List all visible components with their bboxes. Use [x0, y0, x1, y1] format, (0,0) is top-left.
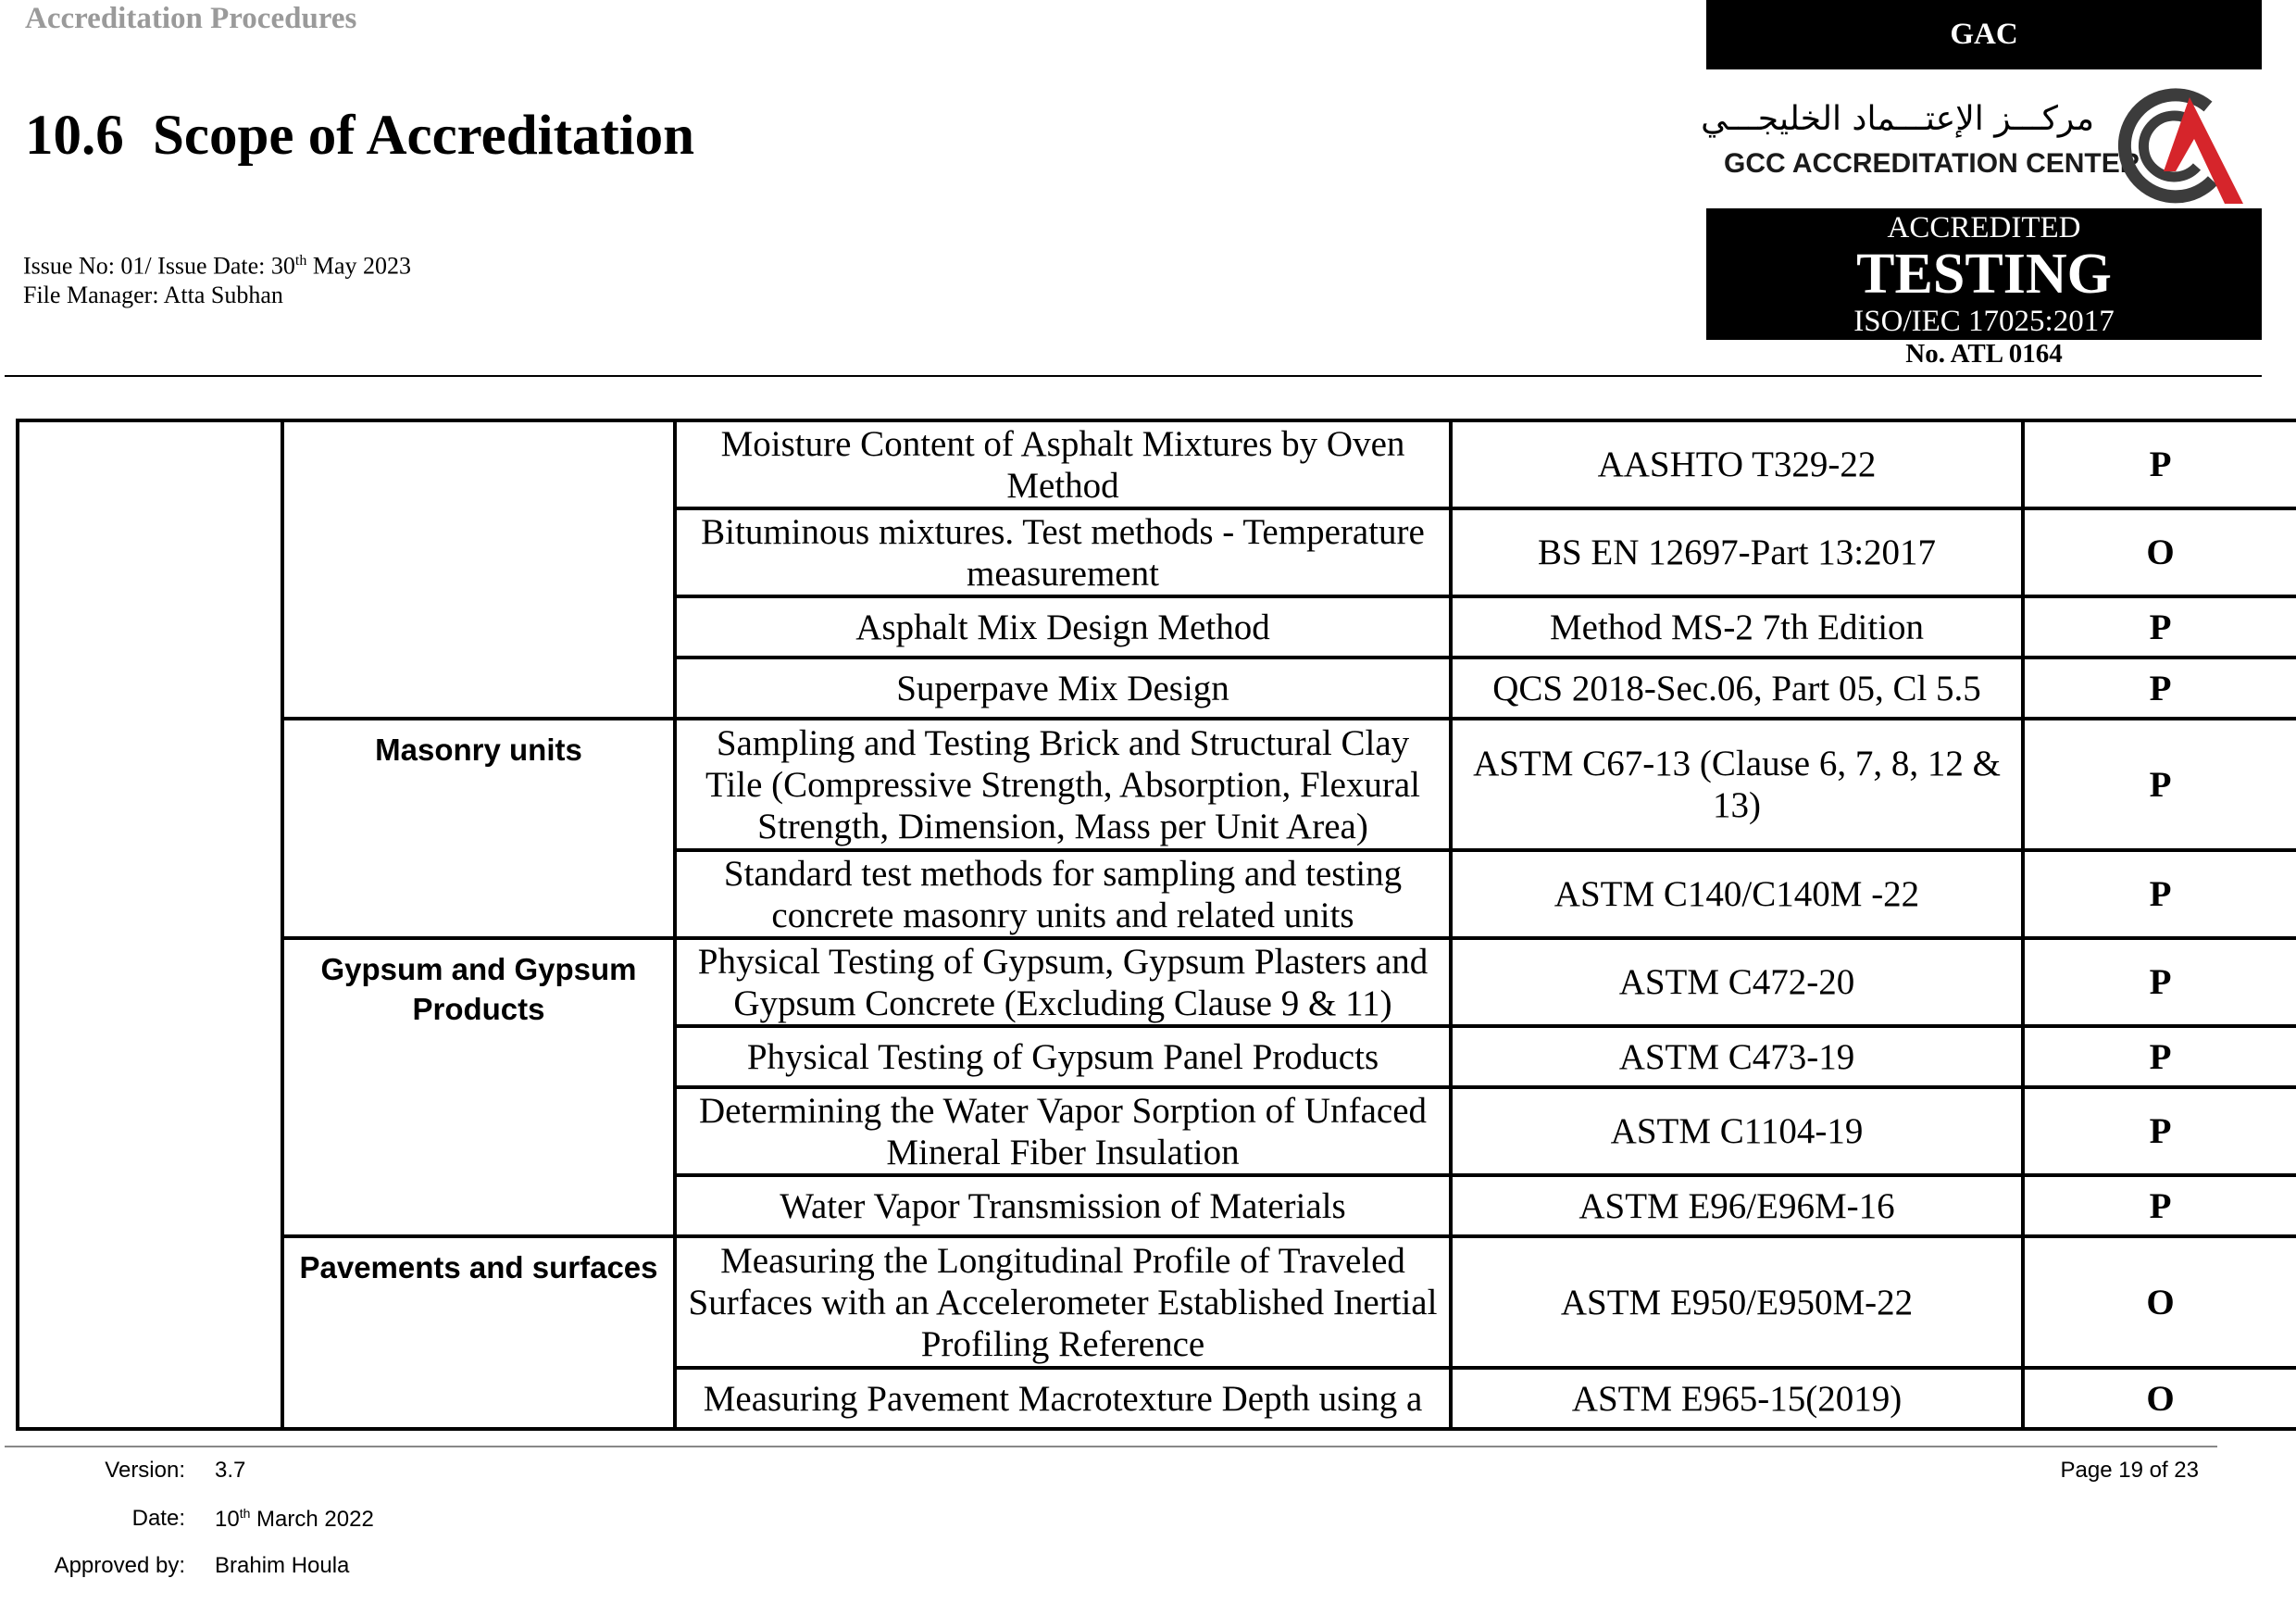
test-cell: Measuring the Longitudinal Profile of Traveled Surfaces with an Accelerometer Established Inertial Profiling Reference — [675, 1236, 1451, 1368]
category-cell: Masonry units — [282, 719, 675, 938]
table-row — [18, 1236, 2296, 1368]
gac-bar: GAC — [1706, 0, 2262, 69]
test-cell: Determining the Water Vapor Sorption of Unfaced Mineral Fiber Insulation — [675, 1087, 1451, 1175]
date-value: 10th March 2022 — [215, 1506, 374, 1532]
testing-label: TESTING — [1856, 243, 2112, 306]
standard-cell: ASTM E965-15(2019) — [1451, 1368, 2023, 1429]
issue-info — [23, 246, 411, 309]
page-number: Page 19 of 23 — [2060, 1458, 2199, 1483]
standard-cell: ASTM C473-19 — [1451, 1026, 2023, 1087]
category-cell — [282, 420, 675, 719]
class-cell: O — [2023, 508, 2296, 596]
standard-cell: ASTM C1104-19 — [1451, 1087, 2023, 1175]
test-cell: Standard test methods for sampling and testing concrete masonry units and related units — [675, 850, 1451, 938]
version-label: Version: — [105, 1458, 185, 1483]
logo-english-name: GCC ACCREDITATION CENTER — [1724, 148, 2140, 179]
section-title: Scope of Accreditation — [153, 105, 695, 167]
page-title — [25, 104, 694, 169]
class-cell: P — [2023, 938, 2296, 1026]
file-manager: File Manager: Atta Subhan — [23, 281, 283, 308]
table-row — [18, 719, 2296, 850]
test-cell: Physical Testing of Gypsum, Gypsum Plasters and Gypsum Concrete (Excluding Clause 9 & 11) — [675, 938, 1451, 1026]
accreditation-badge — [1706, 208, 2262, 340]
test-cell: Asphalt Mix Design Method — [675, 596, 1451, 658]
accreditation-number: No. ATL 0164 — [1905, 339, 2063, 369]
scope-table — [16, 419, 2296, 1431]
approved-label: Approved by: — [54, 1553, 185, 1578]
class-cell: P — [2023, 850, 2296, 938]
class-cell: P — [2023, 596, 2296, 658]
standard-cell: QCS 2018-Sec.06, Part 05, Cl 5.5 — [1451, 658, 2023, 719]
standard-cell: Method MS-2 7th Edition — [1451, 596, 2023, 658]
standard-cell: ASTM E96/E96M-16 — [1451, 1175, 2023, 1236]
test-cell: Moisture Content of Asphalt Mixtures by Oven Method — [675, 420, 1451, 508]
logo-arabic-name: مركـــز الإعتـــماد الخليجـــي — [1701, 100, 2094, 138]
standard-cell: ASTM C67-13 (Clause 6, 7, 8, 12 & 13) — [1451, 719, 2023, 850]
class-cell: P — [2023, 719, 2296, 850]
class-cell: O — [2023, 1236, 2296, 1368]
class-cell: P — [2023, 420, 2296, 508]
section-number: 10.6 — [25, 105, 124, 167]
test-cell: Water Vapor Transmission of Materials — [675, 1175, 1451, 1236]
test-cell: Sampling and Testing Brick and Structural Clay Tile (Compressive Strength, Absorption, Flexural Strength, Dimension, Mass per Unit Area) — [675, 719, 1451, 850]
class-cell: P — [2023, 658, 2296, 719]
version-value: 3.7 — [215, 1458, 246, 1483]
standard-cell: ASTM C140/C140M -22 — [1451, 850, 2023, 938]
class-cell: P — [2023, 1026, 2296, 1087]
category-cell: Gypsum and Gypsum Products — [282, 938, 675, 1236]
footer-divider — [5, 1446, 2217, 1447]
approved-value: Brahim Houla — [215, 1553, 350, 1578]
class-cell: O — [2023, 1368, 2296, 1429]
category-cell: Pavements and surfaces — [282, 1236, 675, 1429]
accredited-label: ACCREDITED — [1887, 211, 2081, 244]
header-divider — [5, 375, 2262, 377]
table-row — [18, 938, 2296, 1026]
test-cell: Physical Testing of Gypsum Panel Products — [675, 1026, 1451, 1087]
test-cell: Bituminous mixtures. Test methods - Temperature measurement — [675, 508, 1451, 596]
standard-label: ISO/IEC 17025:2017 — [1853, 305, 2115, 338]
table-row — [18, 420, 2296, 508]
field-cell — [18, 420, 282, 1429]
class-cell: P — [2023, 1175, 2296, 1236]
document-series-title: Accreditation Procedures — [25, 2, 357, 35]
standard-cell: ASTM C472-20 — [1451, 938, 2023, 1026]
test-cell: Superpave Mix Design — [675, 658, 1451, 719]
test-cell: Measuring Pavement Macrotexture Depth using a — [675, 1368, 1451, 1429]
class-cell: P — [2023, 1087, 2296, 1175]
standard-cell: AASHTO T329-22 — [1451, 420, 2023, 508]
issue-line: Issue No: 01/ Issue Date: 30th May 2023 — [23, 252, 412, 280]
date-label: Date: — [131, 1506, 185, 1531]
standard-cell: BS EN 12697-Part 13:2017 — [1451, 508, 2023, 596]
standard-cell: ASTM E950/E950M-22 — [1451, 1236, 2023, 1368]
gac-logo-icon — [2106, 79, 2245, 208]
